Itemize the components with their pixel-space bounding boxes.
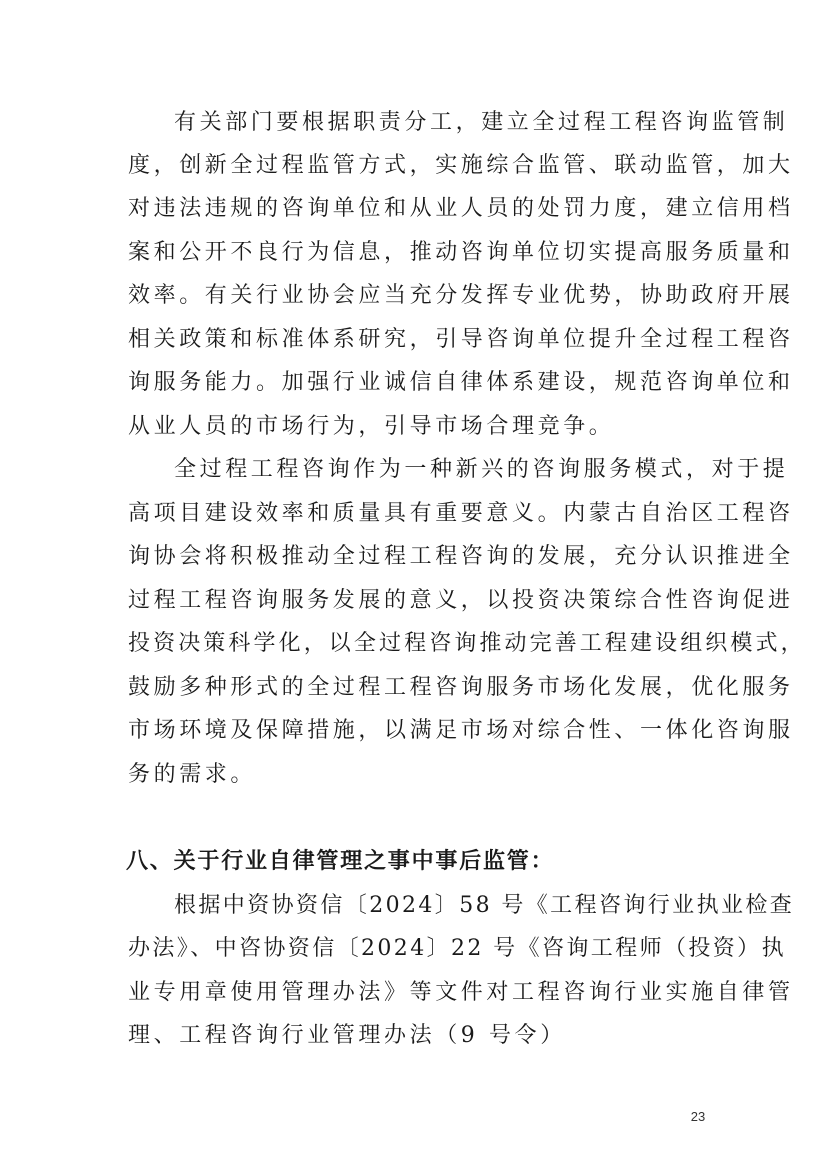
paragraph-2-line-3: 询协会将积极推动全过程工程咨询的发展，充分认识推进全: [128, 544, 794, 569]
paragraph-1-line-7: 询服务能力。加强行业诚信自律体系建设，规范咨询单位和: [128, 370, 794, 395]
paragraph-3-line-2: 办法》、中咨协资信〔2024〕22 号《咨询工程师（投资）执: [128, 936, 786, 961]
paragraph-3-line-3: 业专用章使用管理办法》等文件对工程咨询行业实施自律管: [128, 980, 794, 1005]
paragraph-2-line-8: 务的需求。: [128, 762, 257, 787]
paragraph-1-line-6: 相关政策和标准体系研究，引导咨询单位提升全过程工程咨: [128, 327, 794, 352]
paragraph-1-line-3: 对违法违规的咨询单位和从业人员的处罚力度，建立信用档: [128, 196, 794, 221]
paragraph-2-line-2: 高项目建设效率和质量具有重要意义。内蒙古自治区工程咨: [128, 501, 794, 526]
paragraph-2-line-1: 全过程工程咨询作为一种新兴的咨询服务模式，对于提: [174, 457, 789, 482]
paragraph-2-line-6: 鼓励多种形式的全过程工程咨询服务市场化发展，优化服务: [128, 675, 794, 700]
paragraph-2-line-4: 过程工程咨询服务发展的意义，以投资决策综合性咨询促进: [128, 588, 794, 613]
paragraph-1-line-8: 从业人员的市场行为，引导市场合理竞争。: [128, 414, 615, 439]
paragraph-2-line-7: 市场环境及保障措施，以满足市场对综合性、一体化咨询服: [128, 718, 794, 743]
paragraph-3-line-1: 根据中资协资信〔2024〕58 号《工程咨询行业执业检查: [174, 893, 795, 918]
paragraph-1-line-4: 案和公开不良行为信息，推动咨询单位切实提高服务质量和: [128, 240, 794, 265]
paragraph-1-line-5: 效率。有关行业协会应当充分发挥专业优势，协助政府开展: [128, 283, 794, 308]
paragraph-1-line-2: 度，创新全过程监管方式，实施综合监管、联动监管，加大: [128, 153, 794, 178]
paragraph-2-line-5: 投资决策科学化，以全过程咨询推动完善工程建设组织模式，: [128, 631, 806, 656]
paragraph-3-line-4: 理、工程咨询行业管理办法（9 号令）: [128, 1023, 566, 1048]
page-number: 23: [690, 1109, 706, 1124]
paragraph-1-line-1: 有关部门要根据职责分工，建立全过程工程咨询监管制: [174, 110, 789, 135]
section-heading: 八、关于行业自律管理之事中事后监管：: [126, 849, 555, 874]
